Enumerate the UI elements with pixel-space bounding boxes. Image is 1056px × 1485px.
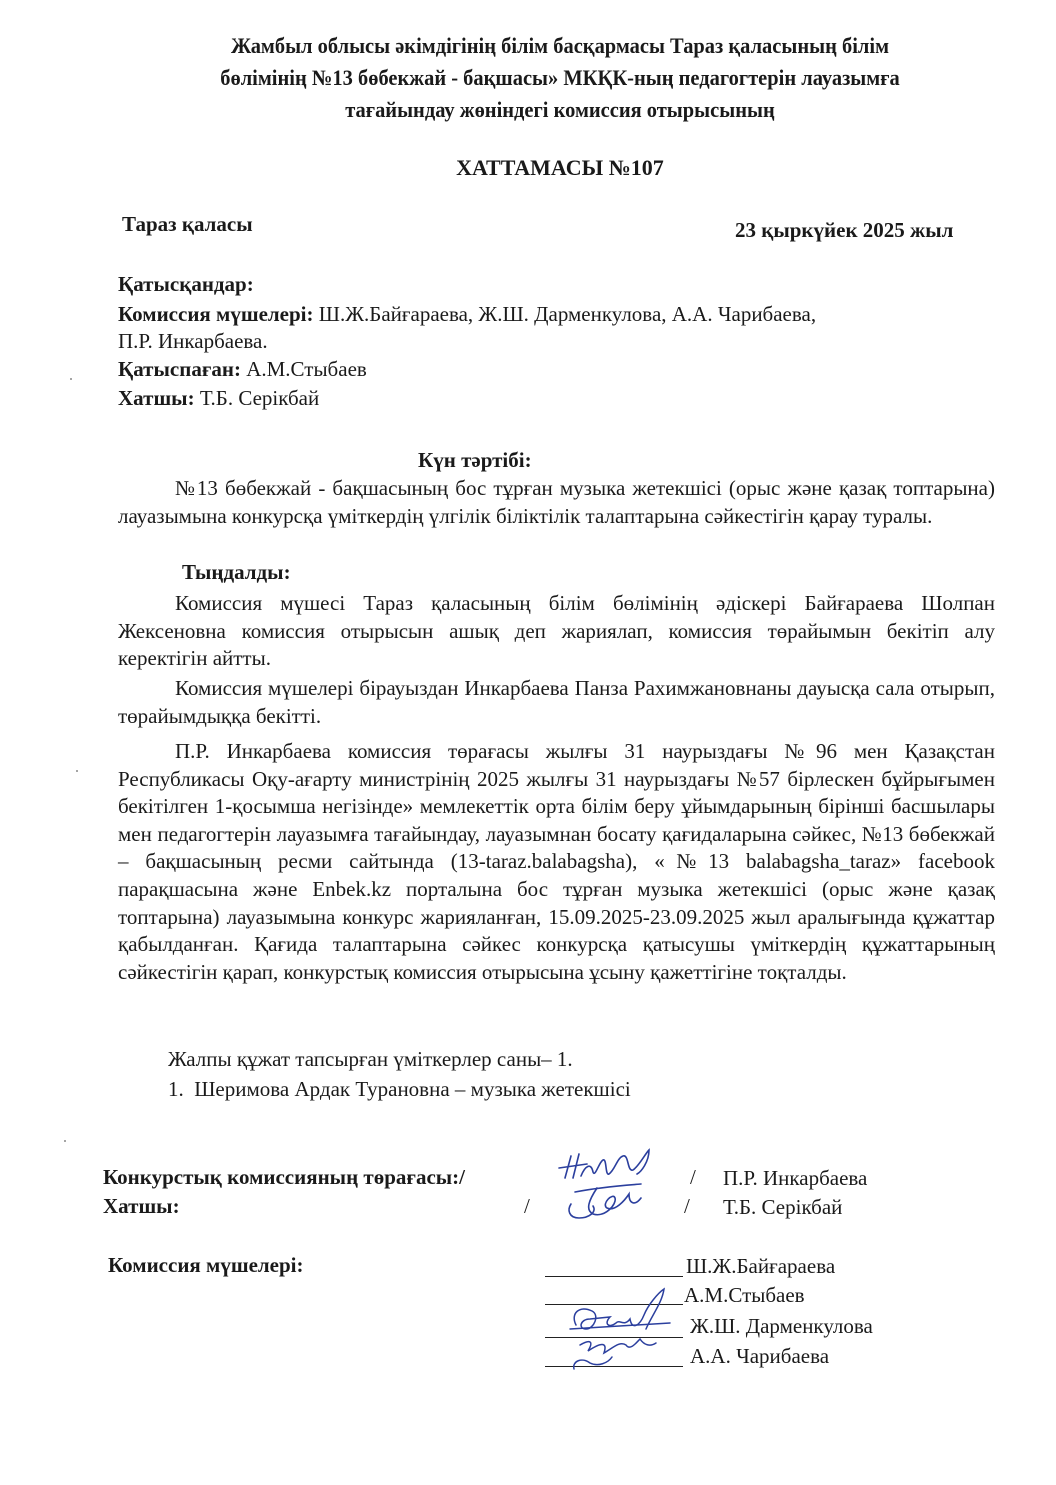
chair-slash-right: / (690, 1165, 696, 1189)
secretary-label: Хатшы: (118, 386, 195, 410)
members-value-cont: П.Р. Инкарбаева. (118, 329, 268, 353)
heard-paragraph-3: П.Р. Инкарбаева комиссия төрағасы жылғы 31 наурыздағы №96 мен Қазақстан Республикасы Оқу-ағарту министрінің 2025 жылғы 31 наурыздағы №57 бірлескен бұйрығымен бекітілген 1-қосымша негізінде» мемлекеттік орта білім беру ұйымдарының бірінші басшылары мен педагогтерін лауазымға тағайындау, лауазымнан босату қағидаларына сәйкес, №13 бөбекжай – бақшасының ресми сайтында (13-taraz.balabagsha), «№13 balabagsha_taraz» facebook парақшасына және Enbek.kz порталына бос тұрған музыка жетекшісі (орыс және қазақ топтарына) лауазымына конкурс жарияланған, 15.09.2025-23.09.2025 жыл аралығында құжаттар қабылданған. Қағида талаптарына сәйкес конкурсқа қатысушы үміткердің құжаттарының сәйкестігін қарап, конкурстық комиссия отырысына ұсыну қажеттігіне тоқталды. (118, 739, 995, 984)
title-line-3: тағайындау жөніндегі комиссия отырысының (345, 97, 775, 122)
member-name-2: А.М.Стыбаев (684, 1283, 805, 1307)
candidate-number: 1. (168, 1077, 184, 1101)
secretary-sign-label: Хатшы: (103, 1194, 180, 1218)
member-signature-icon (560, 1285, 690, 1375)
heard-paragraph-1: Комиссия мүшесі Тараз қаласының білім бөлімінің әдіскері Байғараева Шолпан Жексеновна комиссия отырысын ашық деп жариялап, комиссия төрайымын бекітіп алу керектігін айтты. (118, 591, 995, 671)
secretary-value: Т.Б. Серікбай (194, 386, 320, 410)
secretary-line (118, 386, 319, 411)
date: 23 қыркүйек 2025 жыл (735, 218, 954, 242)
candidate-item (168, 1077, 631, 1102)
chair-name: П.Р. Инкарбаева (723, 1166, 868, 1190)
document-header (132, 30, 988, 126)
secretary-name: Т.Б. Серікбай (723, 1195, 843, 1219)
protocol-number: ХАТТАМАСЫ №107 (456, 155, 664, 180)
absent-value: А.М.Стыбаев (240, 357, 367, 381)
members-value: Ш.Ж.Байғараева, Ж.Ш. Дарменкулова, А.А. Чарибаева, (313, 302, 817, 326)
scan-speck (76, 770, 78, 772)
agenda-text: №13 бөбекжай - бақшасының бос тұрған музыка жетекшісі (орыс және қазақ топтарына) лауазымына конкурсқа үміткердің үлгілік біліктілік талаптарына сәйкестігін қарау туралы. (118, 476, 995, 528)
absent-line (118, 357, 367, 382)
participants-label: Қатысқандар: (118, 272, 254, 296)
title-line-2: бөлімінің №13 бөбекжай - бақшасы» МКҚК-ның педагогтерін лауазымға (220, 65, 900, 90)
chair-signature-icon (545, 1148, 665, 1223)
signature-line-1 (545, 1276, 683, 1277)
members-label: Комиссия мүшелері: (118, 302, 314, 326)
title-line-1: Жамбыл облысы әкімдігінің білім басқармасы Тараз қаласының білім (230, 33, 890, 58)
heard-paragraph-2: Комиссия мүшелері бірауыздан Инкарбаева Панза Рахимжановнаны дауысқа сала отырып, төрайымдыққа бекітті. (118, 676, 995, 728)
total-applicants: Жалпы құжат тапсырған үміткерлер саны– 1. (168, 1047, 573, 1071)
secretary-slash-right: / (684, 1194, 690, 1218)
scan-speck (70, 378, 72, 380)
secretary-slash-left: / (524, 1194, 530, 1218)
member-name-4: А.А. Чарибаева (690, 1344, 830, 1368)
absent-label: Қатыспаған: (118, 357, 241, 381)
candidate-text: Шеримова Ардак Турановна – музыка жетекшісі (194, 1077, 631, 1101)
member-name-1: Ш.Ж.Байғараева (686, 1254, 836, 1278)
chair-label: Конкурстық комиссияның төрағасы:/ (103, 1165, 465, 1189)
heard-heading: Тыңдалды: (182, 560, 291, 584)
agenda-heading: Күн тәртібі: (418, 448, 532, 472)
commission-members-label: Комиссия мүшелері: (108, 1253, 304, 1277)
scan-speck (64, 1140, 66, 1142)
city: Тараз қаласы (122, 212, 253, 236)
member-name-3: Ж.Ш. Дарменкулова (690, 1314, 873, 1338)
members-line (118, 302, 816, 327)
